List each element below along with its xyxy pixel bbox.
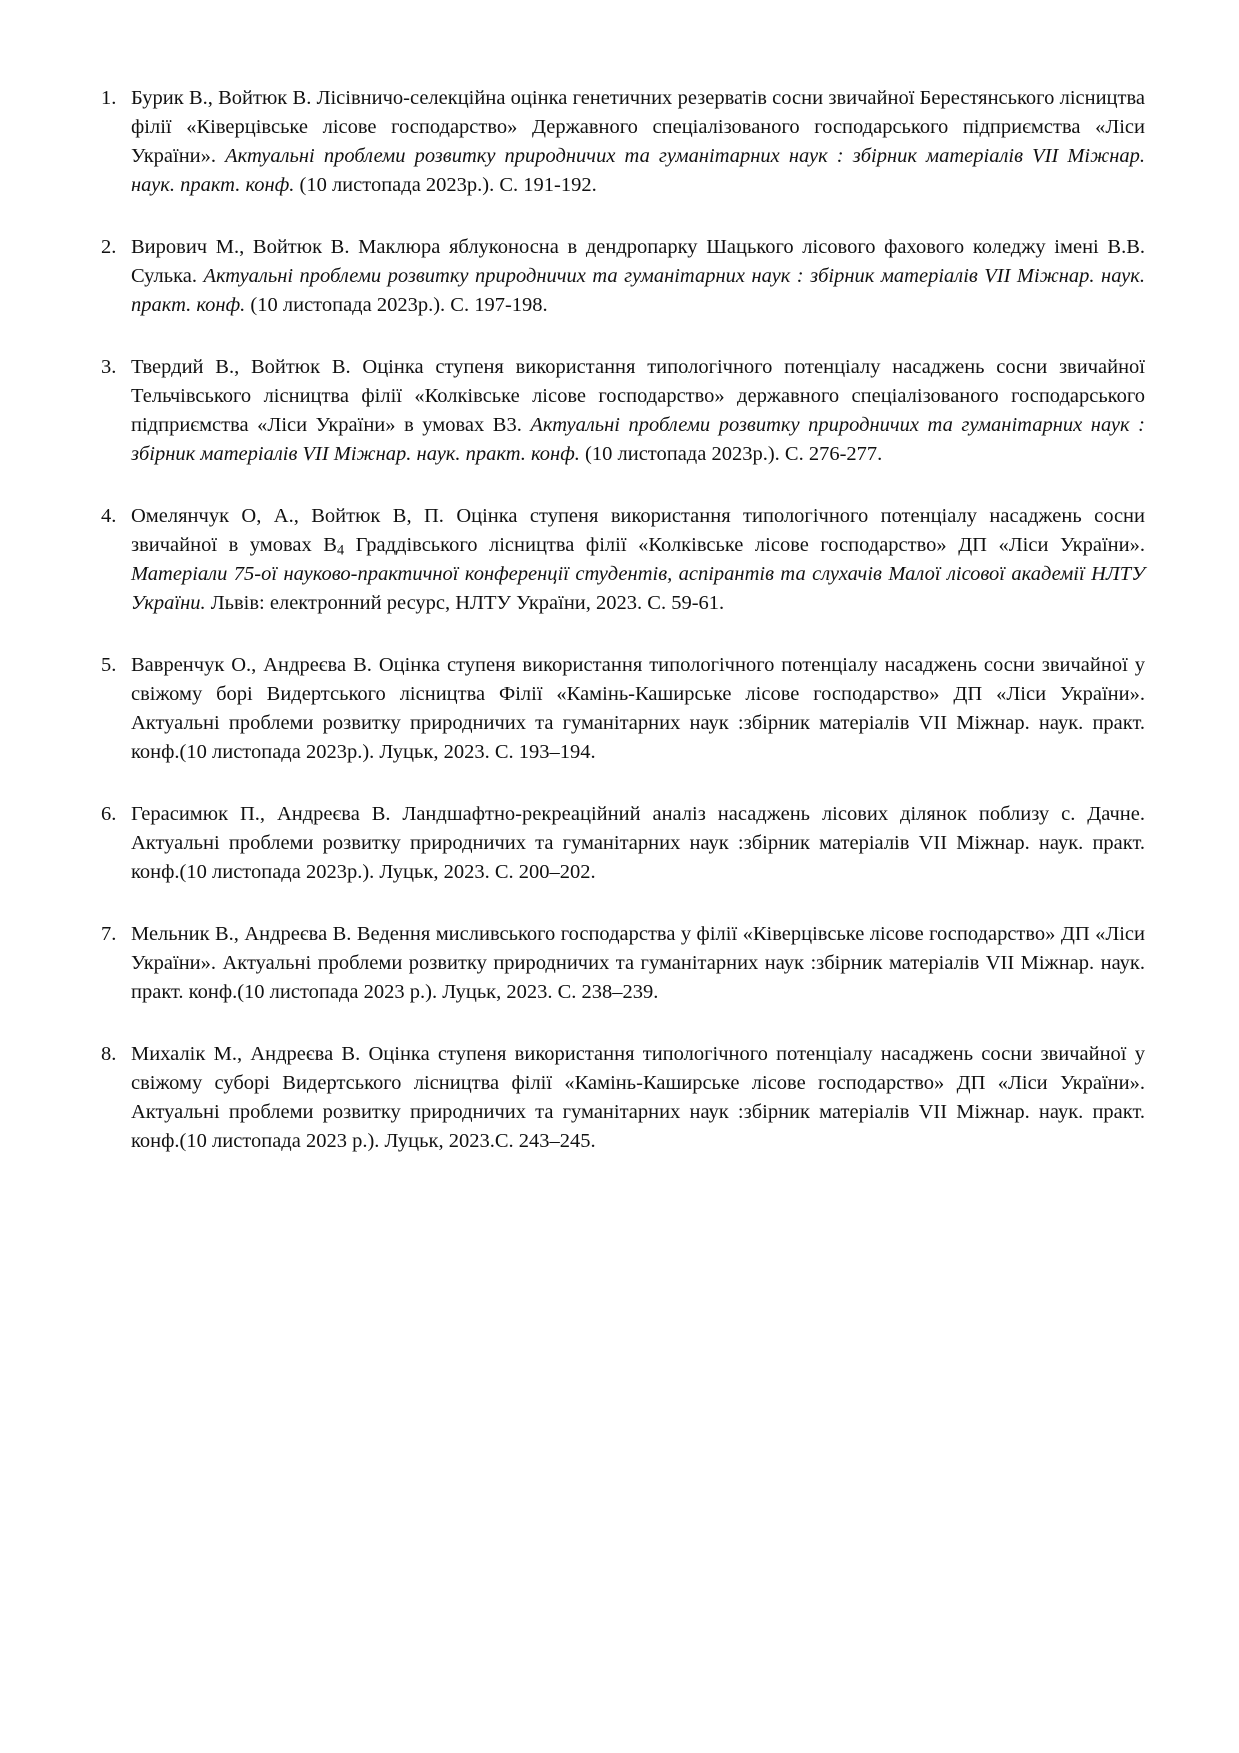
reference-number: 5. bbox=[101, 654, 117, 676]
reference-item bbox=[101, 1040, 1145, 1156]
reference-source-italic: Матеріали 75-ої науково-практичної конференції студентів, аспірантів та слухачів Малої лісової академії НЛТУ України. bbox=[131, 563, 1145, 614]
reference-details: Львів: електронний ресурс, НЛТУ України, 2023. С. 59-61. bbox=[205, 592, 725, 614]
reference-item bbox=[101, 84, 1145, 200]
reference-text: Вирович М., Войтюк В. Маклюра яблуконосна в дендропарку Шацького лісового фахового коледжу імені В.В. Сулька. bbox=[131, 236, 1145, 287]
reference-text: Мельник В., Андреєва В. Ведення мисливського господарства у філії «Ківерцівське лісове господарство» ДП «Ліси України». Актуальні проблеми розвитку природничих та гуманітарних наук :збірник матеріалів VII Міжнар. наук. практ. конф.(10 листопада 2023 р.). Луцьк, 2023. С. 238–239. bbox=[131, 923, 1145, 1003]
reference-subscript: 4 bbox=[336, 542, 345, 559]
reference-details: (10 листопада 2023р.). С. 197-198. bbox=[245, 294, 548, 316]
reference-text-mid: Граддівського лісництва філії «Колківське лісове господарство» ДП «Ліси України». bbox=[344, 534, 1145, 556]
reference-details: (10 листопада 2023р.). С. 191-192. bbox=[294, 174, 597, 196]
reference-item bbox=[101, 920, 1145, 1007]
reference-item bbox=[101, 502, 1145, 618]
reference-text: Бурик В., Войтюк В. Лісівничо-селекційна оцінка генетичних резерватів сосни звичайної Берестянського лісництва філії «Ківерцівське лісове господарство» Державного спеціалізованого господарського підприємства «Ліси України». bbox=[131, 87, 1145, 167]
reference-source-italic: Актуальні проблеми розвитку природничих та гуманітарних наук : збірник матеріалів VII Міжнар. наук. практ. конф. bbox=[131, 265, 1145, 316]
reference-text: Омелянчук О, А., Войтюк В, П. Оцінка ступеня використання типологічного потенціалу насаджень сосни звичайної в умовах В bbox=[131, 505, 1145, 556]
reference-item bbox=[101, 233, 1145, 320]
reference-number: 2. bbox=[101, 236, 117, 258]
reference-number: 4. bbox=[101, 505, 117, 527]
reference-number: 7. bbox=[101, 923, 117, 945]
reference-text: Твердий В., Войтюк В. Оцінка ступеня використання типологічного потенціалу насаджень сосни звичайної Тельчівського лісництва філії «Колківське лісове господарство» державного спеціалізованого господарського підприємства «Ліси України» в умовах В3. bbox=[131, 356, 1145, 436]
reference-item bbox=[101, 800, 1145, 887]
reference-list bbox=[101, 84, 1145, 1189]
reference-number: 3. bbox=[101, 356, 117, 378]
reference-text: Герасимюк П., Андреєва В. Ландшафтно-рекреаційний аналіз насаджень лісових ділянок поблизу с. Дачне. Актуальні проблеми розвитку природничих та гуманітарних наук :збірник матеріалів VII Міжнар. наук. практ. конф.(10 листопада 2023р.). Луцьк, 2023. С. 200–202. bbox=[131, 803, 1145, 883]
reference-text: Михалік М., Андреєва В. Оцінка ступеня використання типологічного потенціалу насаджень сосни звичайної у свіжому суборі Видертського лісництва філії «Камінь-Каширське лісове господарство» ДП «Ліси України». Актуальні проблеми розвитку природничих та гуманітарних наук :збірник матеріалів VII Міжнар. наук. практ. конф.(10 листопада 2023 р.). Луцьк, 2023.С. 243–245. bbox=[131, 1043, 1145, 1152]
reference-number: 1. bbox=[101, 87, 117, 109]
reference-item bbox=[101, 651, 1145, 767]
reference-item bbox=[101, 353, 1145, 469]
reference-details: (10 листопада 2023р.). С. 276-277. bbox=[579, 443, 883, 465]
reference-number: 8. bbox=[101, 1043, 117, 1065]
reference-text: Вавренчук О., Андреєва В. Оцінка ступеня використання типологічного потенціалу насаджень сосни звичайної у свіжому борі Видертського лісництва Філії «Камінь-Каширське лісове господарство» ДП «Ліси України». Актуальні проблеми розвитку природничих та гуманітарних наук :збірник матеріалів VII Міжнар. наук. практ. конф.(10 листопада 2023р.). Луцьк, 2023. С. 193–194. bbox=[131, 654, 1145, 763]
reference-number: 6. bbox=[101, 803, 117, 825]
reference-source-italic: Актуальні проблеми розвитку природничих та гуманітарних наук : збірник матеріалів VII Міжнар. наук. практ. конф. bbox=[131, 145, 1145, 196]
reference-source-italic: Актуальні проблеми розвитку природничих та гуманітарних наук : збірник матеріалів VII Міжнар. наук. практ. конф. bbox=[131, 414, 1145, 465]
